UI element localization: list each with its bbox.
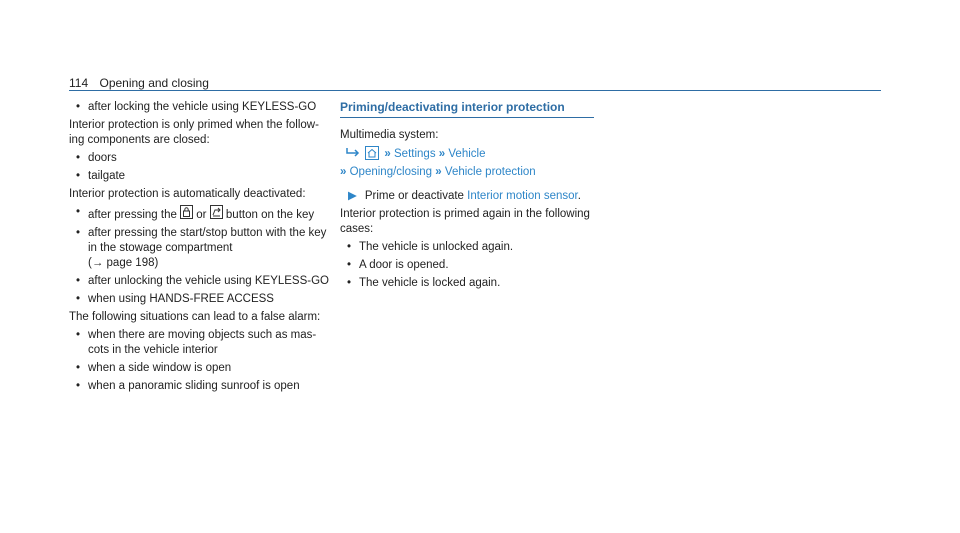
chevron-right-icon: » [340, 166, 347, 178]
bullet: • [76, 380, 81, 392]
home-icon[interactable] [365, 146, 379, 160]
list-item [69, 169, 334, 184]
list-item-text: after locking the vehicle using KEYLESS-GO [88, 101, 317, 113]
list-item-text: A door is opened. [359, 259, 449, 271]
list-item-text: when a side window is open [88, 362, 232, 374]
system-label: Multimedia system: [340, 129, 439, 141]
list-item-text: after pressing the start/stop button with the key in the stowage compartment [88, 227, 327, 254]
left-column [69, 100, 334, 397]
chevron-right-icon: » [438, 148, 446, 160]
bullet-list-top [69, 100, 334, 115]
list-item [69, 328, 334, 358]
list-item-text: when a panoramic sliding sunroof is open [88, 380, 300, 392]
step-text: Prime or deactivate [364, 190, 464, 202]
menu-vehicle-protection[interactable]: Vehicle protection [444, 166, 536, 178]
bullet: • [76, 227, 81, 239]
list-item [69, 205, 334, 223]
list-item [69, 226, 334, 271]
chevron-right-icon: » [384, 148, 391, 160]
bullet: • [76, 206, 81, 218]
list-item [340, 258, 610, 273]
bullet: • [76, 293, 81, 305]
page-reference: (→ page 198) [88, 257, 159, 269]
bullet-list-cases [340, 240, 610, 291]
paragraph: Interior protection is only primed when the follow-ing components are closed: [69, 119, 319, 146]
list-item [69, 151, 334, 166]
list-item-text: doors [88, 152, 117, 164]
menu-vehicle[interactable]: Vehicle [448, 148, 486, 160]
action-arrow-icon: ▶ [348, 190, 357, 202]
list-item [340, 276, 610, 291]
enter-arrow-icon [346, 148, 360, 160]
list-item-text: button on the key [225, 209, 315, 221]
list-item-text: The vehicle is locked again. [359, 277, 501, 289]
bullet: • [76, 362, 81, 374]
bullet-list-alarm [69, 328, 334, 394]
section-title: Priming/deactivating interior protection [340, 100, 594, 118]
step-instruction [340, 189, 610, 204]
list-item-text: after pressing the [88, 209, 177, 221]
step-text: . [577, 190, 581, 202]
list-item-text: when using HANDS-FREE ACCESS [88, 293, 274, 305]
page-header [69, 76, 209, 91]
list-item [69, 274, 334, 289]
bullet: • [347, 241, 352, 253]
list-item-text: when there are moving objects such as mas-cots in the vehicle interior [88, 329, 317, 356]
list-item [340, 240, 610, 255]
bullet: • [347, 277, 352, 289]
paragraph: The following situations can lead to a false alarm: [69, 311, 321, 323]
bullet: • [76, 170, 81, 182]
list-item [69, 100, 334, 115]
list-item-text: tailgate [88, 170, 126, 182]
bullet-list-closed [69, 151, 334, 184]
menu-settings[interactable]: Settings [394, 148, 436, 160]
bullet: • [76, 329, 81, 341]
bullet: • [76, 275, 81, 287]
bullet: • [76, 101, 81, 113]
list-item [69, 292, 334, 307]
trunk-key-icon [210, 205, 223, 219]
interior-motion-sensor-link[interactable]: Interior motion sensor [467, 190, 578, 202]
menu-path-line-1 [340, 146, 610, 162]
header-rule [69, 90, 881, 91]
list-item [69, 361, 334, 376]
right-column [340, 100, 610, 294]
list-item-text: or [196, 209, 207, 221]
menu-path-line-2 [340, 165, 610, 180]
paragraph: Interior protection is primed again in the following cases: [340, 208, 590, 235]
bullet: • [347, 259, 352, 271]
list-item [69, 379, 334, 394]
page-number: 114 [69, 76, 89, 90]
lock-key-icon [180, 205, 193, 219]
list-item-text: The vehicle is unlocked again. [359, 241, 514, 253]
paragraph: Interior protection is automatically deactivated: [69, 188, 306, 200]
bullet-list-deactivated [69, 205, 334, 307]
bullet: • [76, 152, 81, 164]
menu-opening-closing[interactable]: Opening/closing [349, 166, 433, 178]
chapter-title: Opening and closing [99, 76, 209, 90]
chevron-right-icon: » [435, 166, 442, 178]
list-item-text: after unlocking the vehicle using KEYLESS-GO [88, 275, 329, 287]
